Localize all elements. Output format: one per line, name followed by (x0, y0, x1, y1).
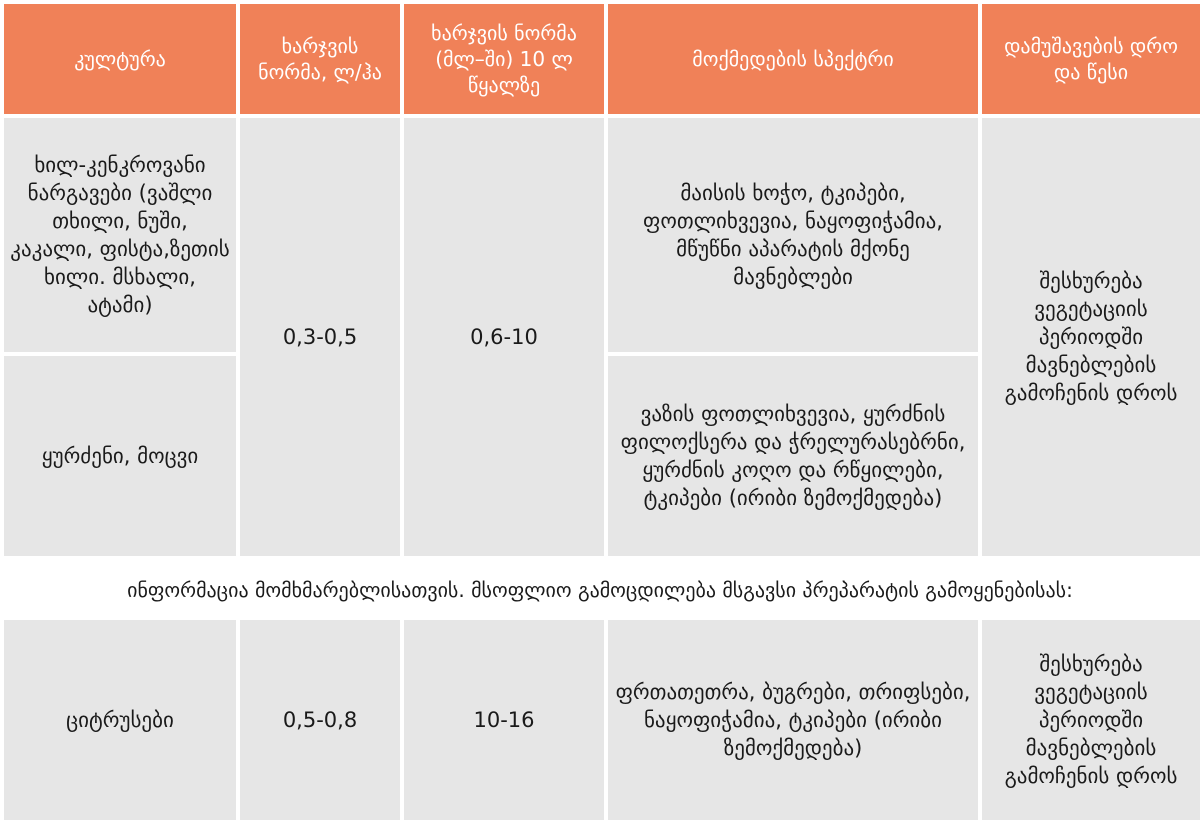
header-rate-l-per-ha: ხარჯვის ნორმა, ლ/ჰა (240, 4, 400, 114)
table-row (4, 620, 1200, 820)
culture-cell: ყურძენი, მოცვი (4, 356, 236, 556)
timing-cell: შესხურება ვეგეტაციის პერიოდში მავნებლების გამოჩენის დროს (982, 118, 1200, 556)
rate-l-per-ha-cell: 0,5-0,8 (240, 620, 400, 820)
culture-cell: ხილ-კენკროვანი ნარგავები (ვაშლი თხილი, ნუში, კაკალი, ფისტა,ზეთის ხილი. მსხალი, ატამი) (4, 118, 236, 352)
rate-l-per-ha-cell: 0,3-0,5 (240, 118, 400, 556)
timing-cell: შესხურება ვეგეტაციის პერიოდში მავნებლების გამოჩენის დროს (982, 620, 1200, 820)
spectrum-cell: მაისის ხოჭო, ტკიპები, ფოთლიხვევია, ნაყოფიჭამია, მწუწნი აპარატის მქონე მავნებლები (608, 118, 978, 352)
citrus-table (0, 616, 1200, 824)
table-row (4, 118, 1200, 352)
header-spectrum: მოქმედების სპექტრი (608, 4, 978, 114)
header-timing: დამუშავების დრო და წესი (982, 4, 1200, 114)
header-culture: კულტურა (4, 4, 236, 114)
consumer-info-note: ინფორმაცია მომხმარებლისათვის. მსოფლიო გამოცდილება მსგავსი პრეპარატის გამოყენებისას: (127, 578, 1073, 602)
rate-ml-per-10l-cell: 10-16 (404, 620, 604, 820)
culture-cell: ციტრუსები (4, 620, 236, 820)
spectrum-cell: ფრთათეთრა, ბუგრები, თრიფსები, ნაყოფიჭამია, ტკიპები (ირიბი ზემოქმედება) (608, 620, 978, 820)
rate-ml-per-10l-cell: 0,6-10 (404, 118, 604, 556)
header-rate-ml-per-10l: ხარჯვის ნორმა (მლ–ში) 10 ლ წყალზე (404, 4, 604, 114)
spectrum-cell: ვაზის ფოთლიხვევია, ყურძნის ფილოქსერა და ჭრელურასებრნი, ყურძნის კოღო და რწყილები, ტკიპები (ირიბი ზემოქმედება) (608, 356, 978, 556)
table-header-row (4, 4, 1200, 114)
